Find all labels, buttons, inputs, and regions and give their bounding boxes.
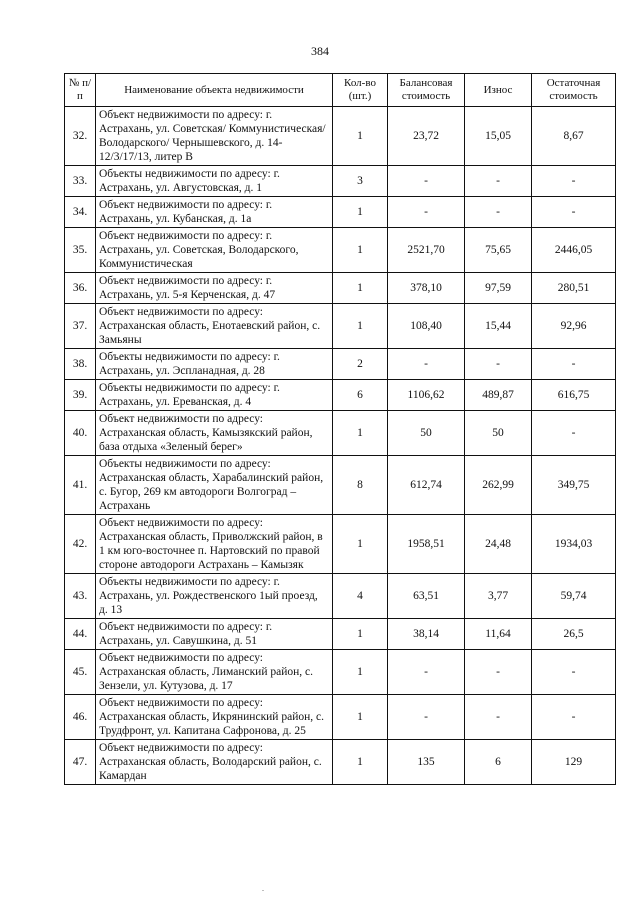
table-row bbox=[65, 304, 616, 349]
row-number: 45. bbox=[65, 650, 96, 695]
balance-value: 1958,51 bbox=[388, 515, 465, 574]
wear-value: 24,48 bbox=[465, 515, 532, 574]
property-name: Объект недвижимости по адресу: Астраханская область, Приволжский район, в 1 км юго-восточнее п. Нартовский по правой стороне автодороги Астрахань – Камызяк bbox=[96, 515, 333, 574]
row-number: 44. bbox=[65, 619, 96, 650]
property-name: Объект недвижимости по адресу: г. Астрахань, ул. Советская, Володарского, Коммунистическая bbox=[96, 228, 333, 273]
table-row bbox=[65, 411, 616, 456]
footer-dot: . bbox=[262, 884, 264, 893]
property-name: Объекты недвижимости по адресу: г. Астрахань, ул. Рождественского 1ый проезд, д. 13 bbox=[96, 574, 333, 619]
residual-value: 8,67 bbox=[532, 107, 616, 166]
balance-value: 50 bbox=[388, 411, 465, 456]
wear-value: 11,64 bbox=[465, 619, 532, 650]
property-name: Объект недвижимости по адресу: г. Астрахань, ул. Савушкина, д. 51 bbox=[96, 619, 333, 650]
table-row bbox=[65, 380, 616, 411]
row-number: 40. bbox=[65, 411, 96, 456]
wear-value: 3,77 bbox=[465, 574, 532, 619]
balance-value: 1106,62 bbox=[388, 380, 465, 411]
balance-value: - bbox=[388, 349, 465, 380]
residual-value: - bbox=[532, 166, 616, 197]
quantity: 1 bbox=[333, 650, 388, 695]
table-row bbox=[65, 515, 616, 574]
property-name: Объект недвижимости по адресу: Астраханская область, Икрянинский район, с. Трудфронт, ул. Капитана Сафронова, д. 25 bbox=[96, 695, 333, 740]
header-name: Наименование объекта недвижимости bbox=[96, 74, 333, 107]
table-row bbox=[65, 273, 616, 304]
property-name: Объект недвижимости по адресу: г. Астрахань, ул. Кубанская, д. 1а bbox=[96, 197, 333, 228]
table-row bbox=[65, 650, 616, 695]
quantity: 1 bbox=[333, 228, 388, 273]
residual-value: 280,51 bbox=[532, 273, 616, 304]
wear-value: 50 bbox=[465, 411, 532, 456]
residual-value: 616,75 bbox=[532, 380, 616, 411]
quantity: 1 bbox=[333, 740, 388, 785]
header-qty: Кол-во (шт.) bbox=[333, 74, 388, 107]
property-name: Объект недвижимости по адресу: Астраханская область, Лиманский район, с. Зензели, ул. Кутузова, д. 17 bbox=[96, 650, 333, 695]
property-name: Объекты недвижимости по адресу: г. Астрахань, ул. Ереванская, д. 4 bbox=[96, 380, 333, 411]
row-number: 34. bbox=[65, 197, 96, 228]
wear-value: - bbox=[465, 166, 532, 197]
row-number: 41. bbox=[65, 456, 96, 515]
balance-value: - bbox=[388, 650, 465, 695]
wear-value: - bbox=[465, 650, 532, 695]
wear-value: - bbox=[465, 695, 532, 740]
property-name: Объект недвижимости по адресу: г. Астрахань, ул. 5-я Керченская, д. 47 bbox=[96, 273, 333, 304]
wear-value: 75,65 bbox=[465, 228, 532, 273]
table-row bbox=[65, 574, 616, 619]
row-number: 42. bbox=[65, 515, 96, 574]
property-table bbox=[64, 73, 616, 785]
table-row bbox=[65, 695, 616, 740]
quantity: 1 bbox=[333, 107, 388, 166]
table-row bbox=[65, 619, 616, 650]
residual-value: - bbox=[532, 411, 616, 456]
property-name: Объект недвижимости по адресу: Астраханская область, Володарский район, с. Камардан bbox=[96, 740, 333, 785]
residual-value: 59,74 bbox=[532, 574, 616, 619]
residual-value: 2446,05 bbox=[532, 228, 616, 273]
row-number: 46. bbox=[65, 695, 96, 740]
balance-value: - bbox=[388, 166, 465, 197]
table-row bbox=[65, 349, 616, 380]
quantity: 2 bbox=[333, 349, 388, 380]
row-number: 47. bbox=[65, 740, 96, 785]
quantity: 6 bbox=[333, 380, 388, 411]
row-number: 32. bbox=[65, 107, 96, 166]
balance-value: 612,74 bbox=[388, 456, 465, 515]
table-row bbox=[65, 166, 616, 197]
property-name: Объект недвижимости по адресу: Астраханская область, Енотаевский район, с. Замьяны bbox=[96, 304, 333, 349]
row-number: 33. bbox=[65, 166, 96, 197]
row-number: 36. bbox=[65, 273, 96, 304]
table-body bbox=[65, 107, 616, 785]
wear-value: 6 bbox=[465, 740, 532, 785]
quantity: 4 bbox=[333, 574, 388, 619]
header-wear: Износ bbox=[465, 74, 532, 107]
table-row bbox=[65, 456, 616, 515]
residual-value: 129 bbox=[532, 740, 616, 785]
table-header-row bbox=[65, 74, 616, 107]
residual-value: - bbox=[532, 349, 616, 380]
quantity: 1 bbox=[333, 695, 388, 740]
row-number: 38. bbox=[65, 349, 96, 380]
property-name: Объекты недвижимости по адресу: Астраханская область, Харабалинский район, с. Бугор, 269 км автодороги Волгоград – Астрахань bbox=[96, 456, 333, 515]
balance-value: 2521,70 bbox=[388, 228, 465, 273]
header-residual: Остаточная стоимость bbox=[532, 74, 616, 107]
header-num: № п/п bbox=[65, 74, 96, 107]
wear-value: 489,87 bbox=[465, 380, 532, 411]
residual-value: - bbox=[532, 197, 616, 228]
row-number: 35. bbox=[65, 228, 96, 273]
header-balance: Балансовая стоимость bbox=[388, 74, 465, 107]
wear-value: 97,59 bbox=[465, 273, 532, 304]
property-name: Объект недвижимости по адресу: Астраханская область, Камызякский район, база отдыха «Зеленый берег» bbox=[96, 411, 333, 456]
balance-value: - bbox=[388, 197, 465, 228]
quantity: 1 bbox=[333, 411, 388, 456]
quantity: 3 bbox=[333, 166, 388, 197]
quantity: 1 bbox=[333, 197, 388, 228]
balance-value: 63,51 bbox=[388, 574, 465, 619]
row-number: 43. bbox=[65, 574, 96, 619]
quantity: 8 bbox=[333, 456, 388, 515]
table-row bbox=[65, 107, 616, 166]
row-number: 39. bbox=[65, 380, 96, 411]
balance-value: 38,14 bbox=[388, 619, 465, 650]
balance-value: 378,10 bbox=[388, 273, 465, 304]
residual-value: 26,5 bbox=[532, 619, 616, 650]
balance-value: 23,72 bbox=[388, 107, 465, 166]
balance-value: - bbox=[388, 695, 465, 740]
row-number: 37. bbox=[65, 304, 96, 349]
table-row bbox=[65, 197, 616, 228]
balance-value: 108,40 bbox=[388, 304, 465, 349]
table-row bbox=[65, 228, 616, 273]
quantity: 1 bbox=[333, 619, 388, 650]
property-name: Объекты недвижимости по адресу: г. Астрахань, ул. Августовская, д. 1 bbox=[96, 166, 333, 197]
property-name: Объекты недвижимости по адресу: г. Астрахань, ул. Эспланадная, д. 28 bbox=[96, 349, 333, 380]
wear-value: - bbox=[465, 349, 532, 380]
residual-value: - bbox=[532, 650, 616, 695]
residual-value: 349,75 bbox=[532, 456, 616, 515]
residual-value: 1934,03 bbox=[532, 515, 616, 574]
page-number: 384 bbox=[311, 44, 329, 58]
property-name: Объект недвижимости по адресу: г. Астрахань, ул. Советская/ Коммунистическая/Володарского/ Чернышевского, д. 14-12/3/17/13, литер В bbox=[96, 107, 333, 166]
quantity: 1 bbox=[333, 273, 388, 304]
quantity: 1 bbox=[333, 304, 388, 349]
quantity: 1 bbox=[333, 515, 388, 574]
wear-value: 15,05 bbox=[465, 107, 532, 166]
residual-value: - bbox=[532, 695, 616, 740]
wear-value: 262,99 bbox=[465, 456, 532, 515]
table-row bbox=[65, 740, 616, 785]
wear-value: 15,44 bbox=[465, 304, 532, 349]
residual-value: 92,96 bbox=[532, 304, 616, 349]
balance-value: 135 bbox=[388, 740, 465, 785]
wear-value: - bbox=[465, 197, 532, 228]
